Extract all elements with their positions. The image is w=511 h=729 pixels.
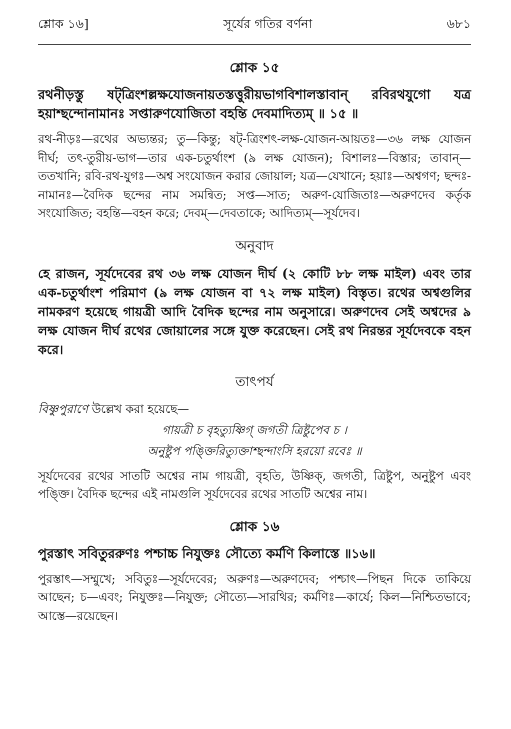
verse-15-translation: হে রাজন, সূর্যদেবের রথ ৩৬ লক্ষ যোজন দীর্ঘ (২ কোটি ৮৮ লক্ষ মাইল) এবং তার এক-চতুর্থাংশ পরিমাণ (৯ লক্ষ যোজন বা ৭২ লক্ষ মাইল) বিস্তৃত। রথের অশ্বগুলির নামকরণ হয়েছে গায়ত্রী আদি বৈদিক ছন্দের নাম অনুসারে। অরুণদেব সেই অশ্বদের ৯ লক্ষ যোজন দীর্ঘ রথের জোয়ালের সঙ্গে যুক্ত করেছেন। সেই রথ নিরন্তর সূর্যদেবকে বহন করে।	[38, 265, 471, 357]
verse-15-text: রথনীড়স্তু ষট্‌ত্রিংশল্লক্ষযোজনায়তস্তত্তুরীয়ভাগবিশালস্তাবান্ রবিরথযুগো যত্র হয়াশ্ছন্দোনামানঃ সপ্তারুণযোজিতা বহন্তি দেবমাদিত্যম্ ॥ ১৫ ॥	[38, 88, 471, 122]
translation-heading: অনুবাদ	[235, 237, 274, 254]
verse-16-text: পুরস্তাৎ সবিতুররুণঃ পশ্চাচ্চ নিযুক্তঃ সৌত্যে কর্মণি কিলাস্তে ॥১৬॥	[38, 546, 376, 562]
purport-text: সূর্যদেবের রথের সাতটি অশ্বের নাম গায়ত্রী, বৃহতি, উষ্ণিক্, জগতী, ত্রিষ্টুপ, অনুষ্টুপ এবং পঙ্ক্তি। বৈদিক ছন্দের এই নামগুলি সূর্যদেবের রথের সাতটি অশ্বের নাম।	[38, 468, 471, 501]
purport-quote-line-2: অনুষ্টুপ পঙ্ক্তিরিত্যুক্তাশ্ছন্দাংসি হরয়ো রবেঃ ॥	[147, 443, 362, 458]
header-chapter-title: সূর্যের গতির বর্ণনা	[223, 16, 313, 31]
purport-quote-line-1: গায়ত্রী চ বৃহত্যুষ্ণিগ্ জগতী ত্রিষ্টুপেব চ ।	[162, 422, 347, 437]
running-header	[38, 16, 471, 45]
header-verse-ref: শ্লোক ১৬]	[38, 16, 89, 31]
purport-heading: তাৎপর্য	[235, 373, 274, 390]
verse-15-heading: শ্লোক ১৫	[229, 60, 280, 76]
verse-16-heading: শ্লোক ১৬	[229, 518, 280, 535]
verse-16-synonyms: পুরস্তাৎ—সম্মুখে; সবিতুঃ—সূর্যদেবের; অরুণঃ—অরুণদেব; পশ্চাৎ—পিছন দিকে তাকিয়ে আছেন; চ—এবং; নিযুক্তঃ—নিযুক্ত; সৌত্যে—সারথির; কর্মণিঃ—কার্যে; কিল—নিশ্চিতভাবে; আস্তে—রয়েছেন।	[38, 571, 471, 623]
purport-source: বিষ্ণুপুরাণে	[38, 401, 88, 416]
header-page-number: ৬৮১	[446, 16, 471, 31]
verse-15-synonyms: রথ-নীড়ঃ—রথের অভ্যন্তর; তু—কিন্তু; ষট্‌-ত্রিংশৎ-লক্ষ-যোজন-আয়তঃ—৩৬ লক্ষ যোজন দীর্ঘ; তৎ-তুরীয়-ভাগ—তার এক-চতুর্থাংশ (৯ লক্ষ যোজন); বিশালঃ—বিস্তার; তাবান্—ততখানি; রবি-রথ-যুগঃ—অশ্ব সংযোজন করার জোয়াল; যত্র—যেখানে; হয়াঃ—অশ্বগণ; ছন্দঃ-নামানঃ—বৈদিক ছন্দের নাম সমন্বিত; সপ্ত—সাত; অরুণ-যোজিতাঃ—অরুণদেব কর্তৃক সংযোজিত; বহন্তি—বহন করে; দেবম্—দেবতাকে; আদিত্যম্—সূর্যদেব।	[38, 132, 471, 220]
purport-intro-text: উল্লেখ করা হয়েছে—	[87, 401, 190, 416]
purport-intro	[38, 400, 471, 419]
